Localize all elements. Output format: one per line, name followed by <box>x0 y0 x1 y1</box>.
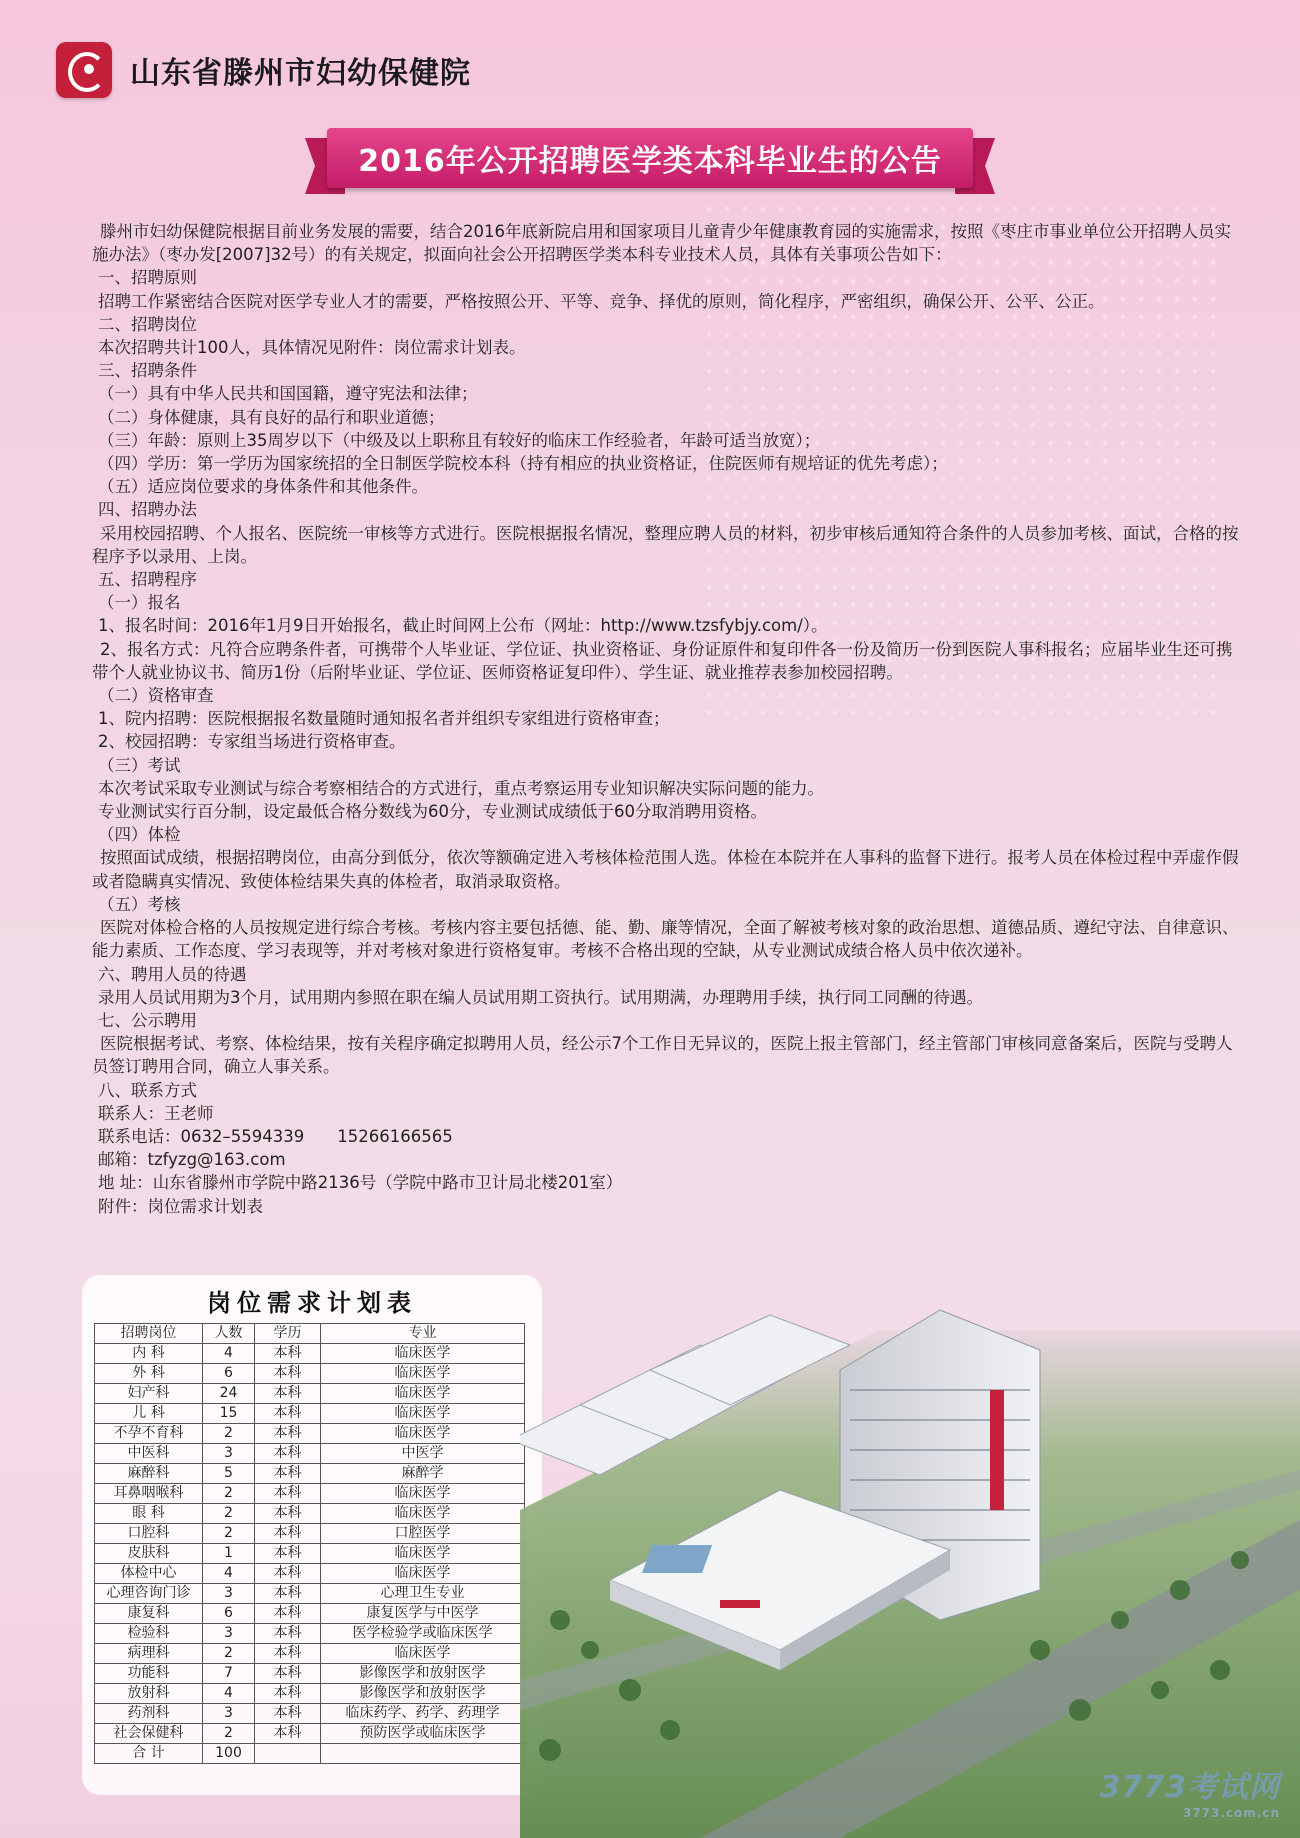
table-cell: 口腔科 <box>95 1524 203 1544</box>
body-line: （二）资格审查 <box>98 686 214 706</box>
body-line: 采用校园招聘、个人报名、医院统一审核等方式进行。医院根据报名情况，整理应聘人员的材料，初步审核后通知符合条件的人员参加考核、面试，合格的按程序予以录用、上岗。 <box>92 523 1239 566</box>
table-cell: 中医学 <box>321 1444 525 1464</box>
table-cell: 本科 <box>255 1344 321 1364</box>
body-line: 四、招聘办法 <box>98 500 197 520</box>
table-row <box>95 1624 525 1644</box>
table-row <box>95 1404 525 1424</box>
table-cell: 康复科 <box>95 1604 203 1624</box>
table-row <box>95 1384 525 1404</box>
table-cell: 3 <box>203 1444 255 1464</box>
body-line: （五）适应岗位要求的身体条件和其他条件。 <box>98 477 428 497</box>
table-row <box>95 1544 525 1564</box>
body-line: 联系电话：0632–5594339 15266166565 <box>98 1126 453 1146</box>
table-cell: 中医科 <box>95 1444 203 1464</box>
table-cell: 临床药学、药学、药理学 <box>321 1704 525 1724</box>
hospital-name: 山东省滕州市妇幼保健院 <box>130 56 471 91</box>
table-cell: 本科 <box>255 1704 321 1724</box>
site-watermark: 3773考试网 3773.com.cn <box>1099 1770 1280 1820</box>
table-cell <box>255 1744 321 1764</box>
table-cell: 外 科 <box>95 1364 203 1384</box>
table-cell: 3 <box>203 1624 255 1644</box>
table-cell: 本科 <box>255 1624 321 1644</box>
table-cell: 体检中心 <box>95 1564 203 1584</box>
body-line: 一、招聘原则 <box>98 268 197 288</box>
table-cell: 1 <box>203 1544 255 1564</box>
table-row <box>95 1564 525 1584</box>
page-header <box>56 40 471 100</box>
body-line: 2、报名方式：凡符合应聘条件者，可携带个人毕业证、学位证、执业资格证、身份证原件和复印件各一份及简历一份到医院人事科报名；应届毕业生还可携带个人就业协议书、简历1份（后附毕业证、学位证、医师资格证复印件）、学生证、就业推荐表参加校园招聘。 <box>92 639 1233 682</box>
table-row <box>95 1504 525 1524</box>
table-row <box>95 1744 525 1764</box>
position-plan-title: 岗位需求计划表 <box>207 1289 417 1317</box>
table-cell: 2 <box>203 1644 255 1664</box>
table-cell: 影像医学和放射医学 <box>321 1664 525 1684</box>
body-line: 七、公示聘用 <box>98 1010 197 1030</box>
table-cell: 3 <box>203 1584 255 1604</box>
table-header-cell: 招聘岗位 <box>95 1324 203 1344</box>
body-line: 医院对体检合格的人员按规定进行综合考核。考核内容主要包括德、能、勤、廉等情况，全面了解被考核对象的政治思想、道德品质、遵纪守法、自律意识、能力素质、工作态度、学习表现等，并对考核对象进行资格复审。考核不合格出现的空缺，从专业测试成绩合格人员中依次递补。 <box>92 918 1239 961</box>
table-cell: 2 <box>203 1724 255 1744</box>
table-cell: 3 <box>203 1704 255 1724</box>
table-cell: 7 <box>203 1664 255 1684</box>
table-cell: 2 <box>203 1484 255 1504</box>
table-cell: 不孕不育科 <box>95 1424 203 1444</box>
body-line: 1、院内招聘：医院根据报名数量随时通知报名者并组织专家组进行资格审查； <box>98 709 670 729</box>
table-cell: 本科 <box>255 1364 321 1384</box>
table-cell: 临床医学 <box>321 1344 525 1364</box>
position-plan-panel <box>82 1275 542 1795</box>
table-row <box>95 1684 525 1704</box>
table-cell: 临床医学 <box>321 1384 525 1404</box>
table-cell: 2 <box>203 1524 255 1544</box>
table-cell: 临床医学 <box>321 1404 525 1424</box>
announcement-title: 2016年公开招聘医学类本科毕业生的公告 <box>327 128 973 188</box>
table-cell: 合 计 <box>95 1744 203 1764</box>
body-line: 八、联系方式 <box>98 1080 197 1100</box>
table-row <box>95 1364 525 1384</box>
table-cell <box>321 1744 525 1764</box>
body-line: 二、招聘岗位 <box>98 314 197 334</box>
table-cell: 影像医学和放射医学 <box>321 1684 525 1704</box>
table-row <box>95 1424 525 1444</box>
body-line: （一）报名 <box>98 593 181 613</box>
table-cell: 检验科 <box>95 1624 203 1644</box>
table-cell: 4 <box>203 1344 255 1364</box>
table-cell: 本科 <box>255 1604 321 1624</box>
announcement-body <box>92 220 1242 1218</box>
table-cell: 内 科 <box>95 1344 203 1364</box>
table-cell: 眼 科 <box>95 1504 203 1524</box>
table-cell: 4 <box>203 1564 255 1584</box>
body-line: （一）具有中华人民共和国国籍，遵守宪法和法律； <box>98 384 478 404</box>
table-cell: 100 <box>203 1744 255 1764</box>
table-cell: 4 <box>203 1684 255 1704</box>
body-line: 1、报名时间：2016年1月9日开始报名，截止时间网上公布（网址：http://www.tzsfybjy.com/）。 <box>98 616 828 636</box>
table-cell: 临床医学 <box>321 1484 525 1504</box>
hospital-logo-icon <box>56 42 112 98</box>
table-row <box>95 1664 525 1684</box>
table-header-cell: 专业 <box>321 1324 525 1344</box>
body-line: （三）考试 <box>98 755 181 775</box>
table-cell: 本科 <box>255 1584 321 1604</box>
body-line: 联系人：王老师 <box>98 1103 214 1123</box>
table-cell: 心理咨询门诊 <box>95 1584 203 1604</box>
table-cell: 放射科 <box>95 1684 203 1704</box>
table-header-cell: 人数 <box>203 1324 255 1344</box>
body-line: 录用人员试用期为3个月，试用期内参照在职在编人员试用期工资执行。试用期满，办理聘用手续，执行同工同酬的待遇。 <box>98 987 983 1007</box>
body-line: （二）身体健康，具有良好的品行和职业道德； <box>98 407 445 427</box>
table-cell: 本科 <box>255 1464 321 1484</box>
table-cell: 临床医学 <box>321 1504 525 1524</box>
table-cell: 2 <box>203 1424 255 1444</box>
table-cell: 儿 科 <box>95 1404 203 1424</box>
body-line: 地 址：山东省滕州市学院中路2136号（学院中路市卫计局北楼201室） <box>98 1173 623 1193</box>
table-cell: 24 <box>203 1384 255 1404</box>
body-line: 招聘工作紧密结合医院对医学专业人才的需要，严格按照公开、平等、竞争、择优的原则，简化程序，严密组织，确保公开、公平、公正。 <box>98 291 1105 311</box>
table-cell: 本科 <box>255 1544 321 1564</box>
body-line: 附件：岗位需求计划表 <box>98 1196 263 1216</box>
table-row <box>95 1444 525 1464</box>
table-cell: 康复医学与中医学 <box>321 1604 525 1624</box>
table-cell: 6 <box>203 1364 255 1384</box>
table-cell: 本科 <box>255 1664 321 1684</box>
table-cell: 本科 <box>255 1684 321 1704</box>
table-cell: 5 <box>203 1464 255 1484</box>
table-cell: 本科 <box>255 1564 321 1584</box>
table-cell: 本科 <box>255 1504 321 1524</box>
table-cell: 本科 <box>255 1644 321 1664</box>
table-cell: 皮肤科 <box>95 1544 203 1564</box>
table-row <box>95 1464 525 1484</box>
table-cell: 妇产科 <box>95 1384 203 1404</box>
table-cell: 临床医学 <box>321 1644 525 1664</box>
table-header-cell: 学历 <box>255 1324 321 1344</box>
table-cell: 临床医学 <box>321 1544 525 1564</box>
table-cell: 临床医学 <box>321 1564 525 1584</box>
table-cell: 口腔医学 <box>321 1524 525 1544</box>
table-row <box>95 1344 525 1364</box>
body-line: 滕州市妇幼保健院根据目前业务发展的需要，结合2016年底新院启用和国家项目儿童青少年健康教育园的实施需求，按照《枣庄市事业单位公开招聘人员实施办法》（枣办发[2007]32号）的有关规定，拟面向社会公开招聘医学类本科专业技术人员，具体有关事项公告如下： <box>92 222 1231 265</box>
table-cell: 本科 <box>255 1424 321 1444</box>
table-row <box>95 1644 525 1664</box>
table-cell: 心理卫生专业 <box>321 1584 525 1604</box>
table-cell: 麻醉学 <box>321 1464 525 1484</box>
body-line: 本次招聘共计100人，具体情况见附件：岗位需求计划表。 <box>98 338 526 358</box>
table-cell: 临床医学 <box>321 1364 525 1384</box>
body-line: （四）学历：第一学历为国家统招的全日制医学院校本科（持有相应的执业资格证，住院医师有规培证的优先考虑）； <box>98 454 948 474</box>
body-line: （四）体检 <box>98 825 181 845</box>
body-line: 2、校园招聘：专家组当场进行资格审查。 <box>98 732 406 752</box>
table-cell: 病理科 <box>95 1644 203 1664</box>
body-line: 医院根据考试、考察、体检结果，按有关程序确定拟聘用人员，经公示7个工作日无异议的，医院上报主管部门，经主管部门审核同意备案后，医院与受聘人员签订聘用合同，确立人事关系。 <box>92 1034 1233 1077</box>
table-row <box>95 1484 525 1504</box>
body-line: 六、聘用人员的待遇 <box>98 964 247 984</box>
body-line: 专业测试实行百分制，设定最低合格分数线为60分，专业测试成绩低于60分取消聘用资格。 <box>98 802 767 822</box>
position-plan-table <box>94 1323 525 1764</box>
body-line: 邮箱：tzfyzg@163.com <box>98 1150 286 1170</box>
table-cell: 临床医学 <box>321 1424 525 1444</box>
hospital-building-illustration <box>520 1290 1300 1838</box>
table-cell: 本科 <box>255 1524 321 1544</box>
table-cell: 本科 <box>255 1404 321 1424</box>
table-cell: 本科 <box>255 1484 321 1504</box>
body-line: 五、招聘程序 <box>98 570 197 590</box>
table-cell: 15 <box>203 1404 255 1424</box>
table-cell: 本科 <box>255 1444 321 1464</box>
body-line: （五）考核 <box>98 894 181 914</box>
table-cell: 社会保健科 <box>95 1724 203 1744</box>
table-cell: 2 <box>203 1504 255 1524</box>
table-cell: 预防医学或临床医学 <box>321 1724 525 1744</box>
table-row <box>95 1584 525 1604</box>
table-cell: 6 <box>203 1604 255 1624</box>
table-row <box>95 1604 525 1624</box>
title-banner <box>305 128 995 198</box>
body-line: （三）年龄：原则上35周岁以下（中级及以上职称且有较好的临床工作经验者，年龄可适当放宽）； <box>98 430 821 450</box>
table-cell: 麻醉科 <box>95 1464 203 1484</box>
body-line: 三、招聘条件 <box>98 361 197 381</box>
table-cell: 药剂科 <box>95 1704 203 1724</box>
table-row <box>95 1724 525 1744</box>
table-cell: 功能科 <box>95 1664 203 1684</box>
table-cell: 耳鼻咽喉科 <box>95 1484 203 1504</box>
body-line: 本次考试采取专业测试与综合考察相结合的方式进行，重点考察运用专业知识解决实际问题的能力。 <box>98 778 824 798</box>
table-cell: 医学检验学或临床医学 <box>321 1624 525 1644</box>
body-line: 按照面试成绩，根据招聘岗位，由高分到低分，依次等额确定进入考核体检范围人选。体检在本院并在人事科的监督下进行。报考人员在体检过程中弄虚作假或者隐瞒真实情况、致使体检结果失真的体检者，取消录取资格。 <box>92 848 1239 891</box>
table-cell: 本科 <box>255 1384 321 1404</box>
table-row <box>95 1704 525 1724</box>
table-cell: 本科 <box>255 1724 321 1744</box>
table-row <box>95 1524 525 1544</box>
